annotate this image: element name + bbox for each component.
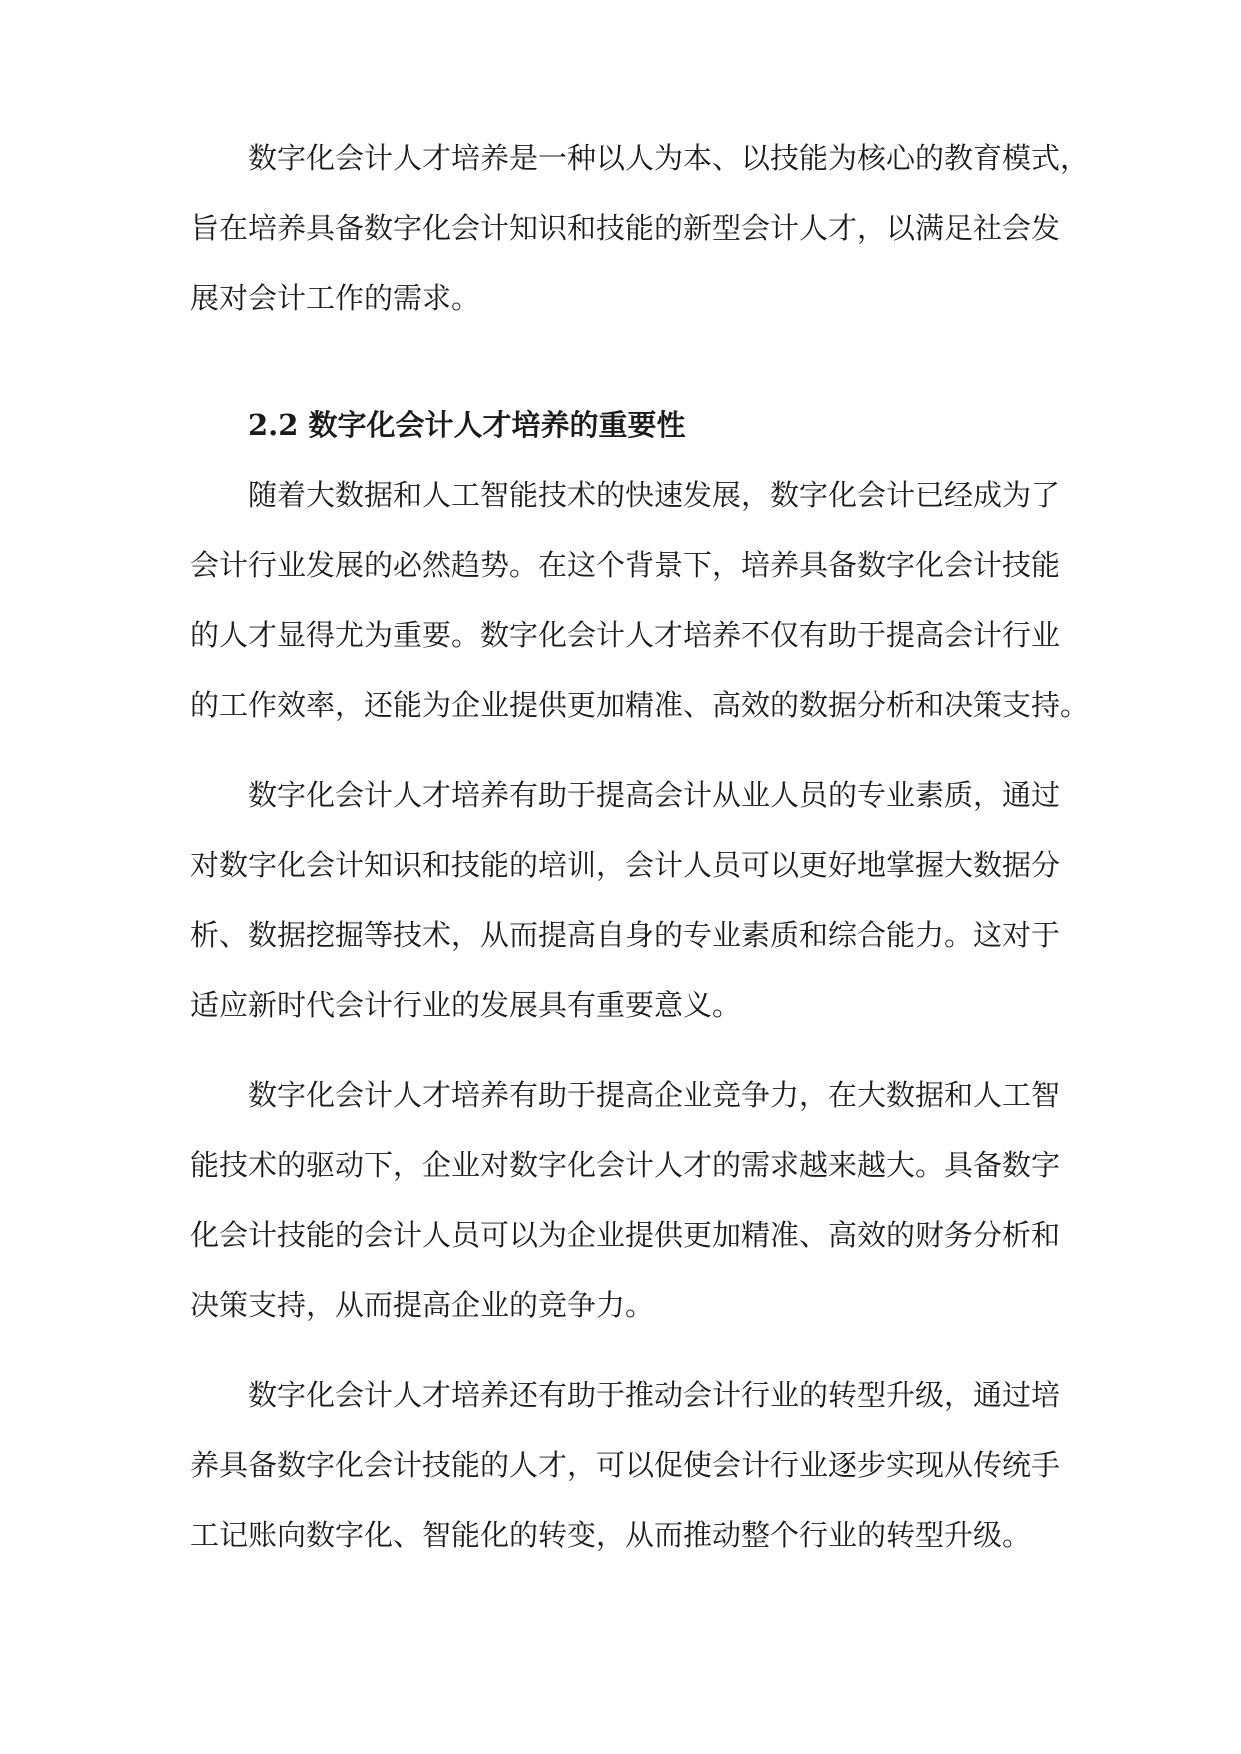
section-paragraph-3-line-2: 能技术的驱动下，企业对数字化会计人才的需求越来越大。具备数字 <box>190 1148 1061 1182</box>
section-paragraph-2-line-3: 析、数据挖掘等技术，从而提高自身的专业素质和综合能力。这对于 <box>190 918 1061 952</box>
section-paragraph-2-line-1: 数字化会计人才培养有助于提高会计从业人员的专业素质，通过 <box>248 778 1061 812</box>
section-paragraph-2-line-2: 对数字化会计知识和技能的培训，会计人员可以更好地掌握大数据分 <box>190 848 1061 882</box>
paragraph-1-line-2: 旨在培养具备数字化会计知识和技能的新型会计人才，以满足社会发 <box>190 211 1061 245</box>
section-paragraph-4-line-2: 养具备数字化会计技能的人才，可以促使会计行业逐步实现从传统手 <box>190 1448 1061 1482</box>
section-paragraph-3-line-4: 决策支持，从而提高企业的竞争力。 <box>190 1288 655 1322</box>
section-paragraph-1-line-2: 会计行业发展的必然趋势。在这个背景下，培养具备数字化会计技能 <box>190 548 1061 582</box>
section-paragraph-1-line-4: 的工作效率，还能为企业提供更加精准、高效的数据分析和决策支持。 <box>190 688 1090 722</box>
section-heading: 2.2 数字化会计人才培养的重要性 <box>248 408 686 442</box>
section-paragraph-4-line-3: 工记账向数字化、智能化的转变，从而推动整个行业的转型升级。 <box>190 1518 1032 1552</box>
section-paragraph-3-line-1: 数字化会计人才培养有助于提高企业竞争力，在大数据和人工智 <box>248 1078 1061 1112</box>
section-paragraph-3-line-3: 化会计技能的会计人员可以为企业提供更加精准、高效的财务分析和 <box>190 1218 1061 1252</box>
paragraph-1-line-3: 展对会计工作的需求。 <box>190 281 481 315</box>
section-paragraph-1-line-1: 随着大数据和人工智能技术的快速发展，数字化会计已经成为了 <box>248 478 1061 512</box>
section-paragraph-1-line-3: 的人才显得尤为重要。数字化会计人才培养不仅有助于提高会计行业 <box>190 618 1061 652</box>
section-paragraph-4-line-1: 数字化会计人才培养还有助于推动会计行业的转型升级，通过培 <box>248 1378 1061 1412</box>
paragraph-1-line-1: 数字化会计人才培养是一种以人为本、以技能为核心的教育模式， <box>248 141 1090 175</box>
section-paragraph-2-line-4: 适应新时代会计行业的发展具有重要意义。 <box>190 988 742 1022</box>
